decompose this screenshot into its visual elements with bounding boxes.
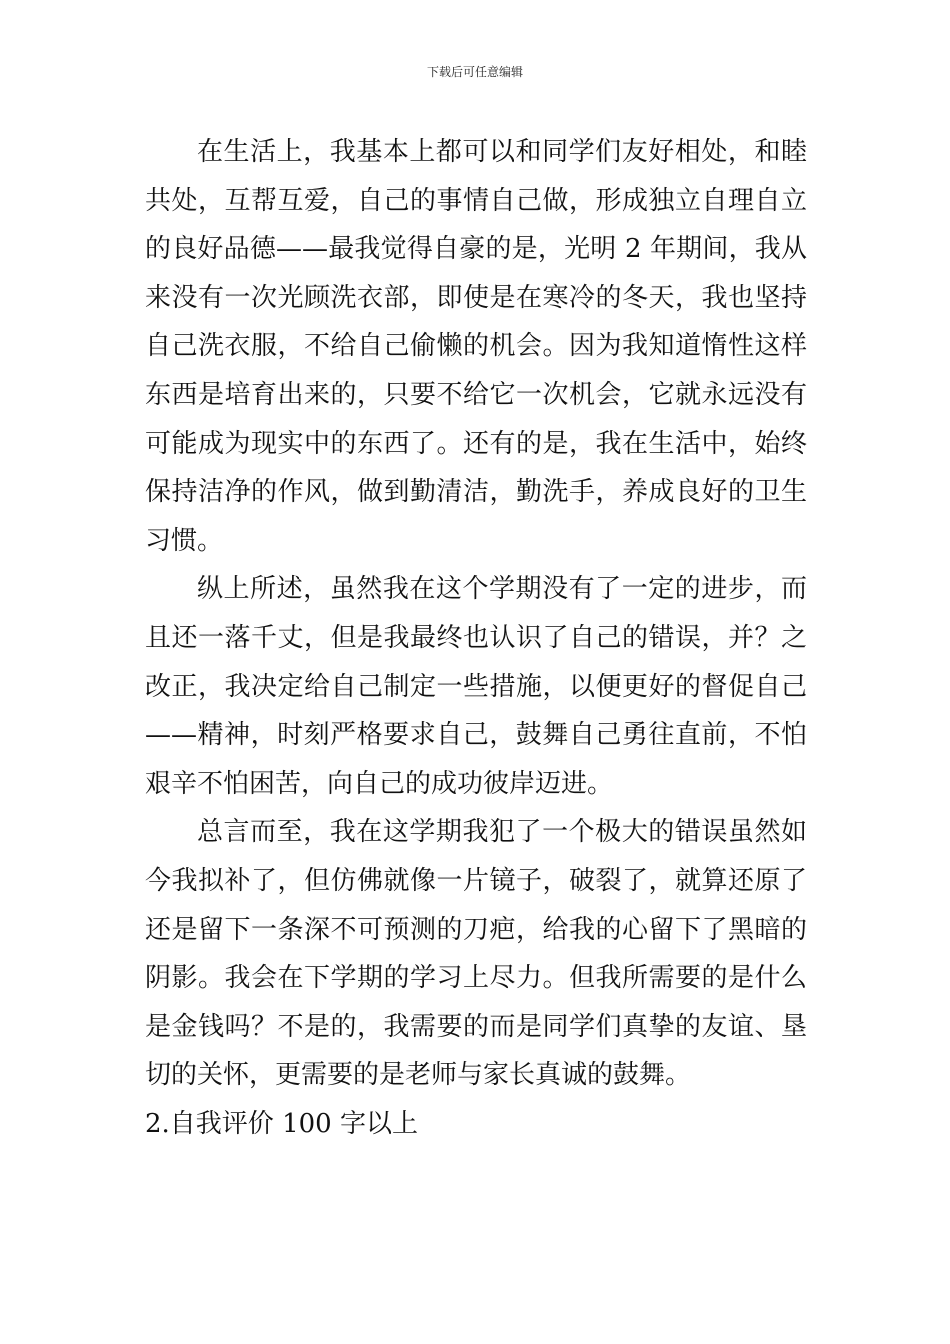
- document-body: [145, 128, 807, 1148]
- paragraph-summary: 纵上所述，虽然我在这个学期没有了一定的进步，而且还一落千丈，但是我最终也认识了自己的错误，并？之改正，我决定给自己制定一些措施，以便更好的督促自己——精神，时刻严格要求自己，鼓舞自己勇往直前，不怕艰辛不怕困苦，向自己的成功彼岸迈进。: [145, 574, 807, 799]
- section-heading: 2.自我评价 100 字以上: [145, 1108, 418, 1139]
- paragraph-life: 在生活上，我基本上都可以和同学们友好相处，和睦共处，互帮互爱，自己的事情自己做，形成独立自理自立的良好品德——最我觉得自豪的是，光明 2 年期间，我从来没有一次光顾洗衣部，即使是在寒冷的冬天，我也坚持自己洗衣服，不给自己偷懒的机会。因为我知道惰性这样东西是培育出来的，只要不给它一次机会，它就永远没有可能成为现实中的东西了。还有的是，我在生活中，始终保持洁净的作风，做到勤清洁，勤洗手，养成良好的卫生习惯。: [145, 137, 807, 556]
- paragraph-conclusion: 总言而至，我在这学期我犯了一个极大的错误虽然如今我拟补了，但仿佛就像一片镜子，破裂了，就算还原了还是留下一条深不可预测的刀疤，给我的心留下了黑暗的阴影。我会在下学期的学习上尽力。但我所需要的是什么是金钱吗？不是的，我需要的而是同学们真挚的友谊、垦切的关怀，更需要的是老师与家长真诚的鼓舞。: [145, 817, 807, 1091]
- page-header: 下载后可任意编辑: [426, 65, 523, 79]
